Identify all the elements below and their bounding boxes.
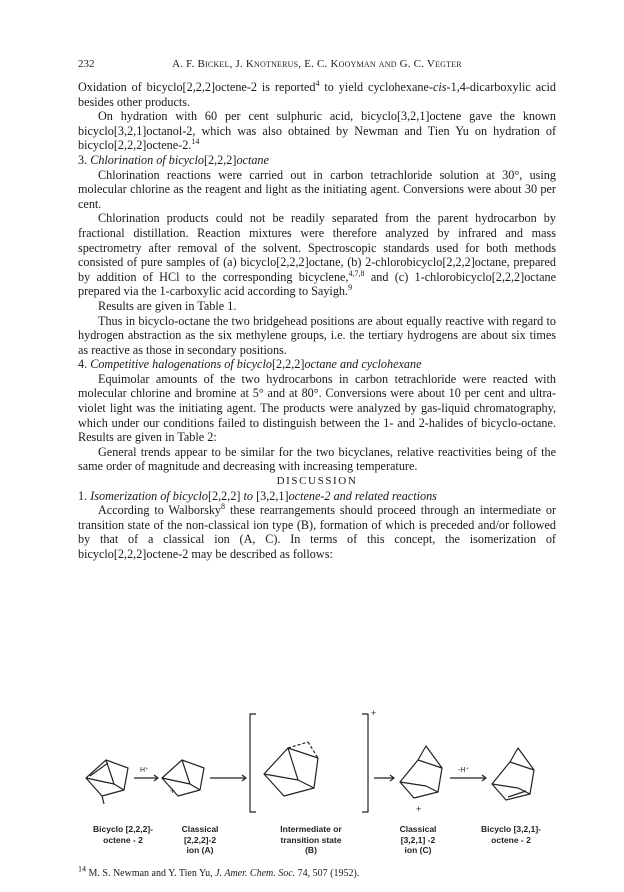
reaction-scheme	[78, 702, 556, 862]
paragraph: Chlorination products could not be readily separated from the parent hydrocarbon by fractional distillation. Reaction mixtures were therefore analyzed by infrared and mass spectrometry after removal of the solvent. Spectroscopic standards used for both methods consisted of pure samples of (a) bicyclo[2,2,2]octane, (b) 2-chlorobicyclo[2,2,2]octane, prepared by addition of HCl to the corresponding bicyclene,$^{4,7,8}$ and (c) 1-chlorobicyclo[2,2,2]octane prepared via the 1-carboxylic acid according to Sayigh.$^9$	[78, 211, 557, 299]
label-bicyclooctene-222: Bicyclo [2,2,2]- octene - 2	[93, 824, 153, 845]
label-classical-ion-a: Classical [2,2,2]-2 ion (A)	[181, 824, 219, 855]
paragraph: On hydration with 60 per cent sulphuric acid, bicyclo[3,2,1]octene gave the known bicyclo[3,2,1]octanol-2, which was also obtained by Newman and Tien Yu on hydration of bicyclo[2,2,2]octene-2.14	[78, 109, 556, 153]
section-heading: 3. Chlorination of bicyclo[2,2,2]octane	[78, 152, 269, 167]
section-heading: 1. Isomerization of bicyclo[2,2,2] to [3,2,1]octene-2 and related reactions	[78, 488, 437, 503]
molecule-classical-ion-a	[162, 760, 204, 796]
molecule-bicyclooctene-222	[86, 760, 128, 804]
section-heading: 4. Competitive halogenations of bicyclo[2,2,2]octane and cyclohexane	[78, 357, 422, 372]
molecule-bicyclooctene-321	[492, 748, 534, 800]
label-intermediate-b: Intermediate or transition state (B)	[280, 824, 342, 855]
paragraph: Equimolar amounts of the two hydrocarbons in carbon tetrachloride were reacted with molecular chlorine and bromine at 5° and at 80°. Conversions were about 10 per cent and ultra-violet light was the initiating agent. The products were analyzed by gas-liquid chromatography, which under our conditions failed to distinguish between the 1- and 2-halides of bicyclo-octane. Results are given in Table 2:	[78, 371, 556, 445]
arrow-deprotonation	[450, 775, 486, 781]
reaction-scheme-drawing	[78, 702, 556, 820]
ion-a-charge: +	[170, 786, 176, 796]
page-header	[78, 58, 556, 74]
paragraph: Results are given in Table 1.	[98, 298, 237, 313]
h-plus-label: H⁺	[140, 767, 149, 774]
page-number: 232	[78, 58, 95, 70]
paragraph: General trends appear to be similar for the two bicyclanes, relative reactivities being of the same order of magnitude and decreasing with increasing temperature.	[78, 444, 556, 474]
arrow-to-intermediate	[210, 775, 246, 781]
ion-c-charge: +	[416, 804, 422, 814]
footnote: $^{14}$ M. S. Newman and Y. Tien Yu, J. Amer. Chem. Soc. 74, 507 (1952).	[78, 864, 360, 879]
label-bicyclooctene-321: Bicyclo [3,2,1]- octene - 2	[481, 824, 541, 845]
paragraph: Oxidation of bicyclo[2,2,2]octene-2 is reported$^4$ to yield cyclohexane-cis-1,4-dicarboxylic acid besides other products.	[78, 78, 556, 109]
arrow-to-ion-c	[374, 775, 394, 781]
minus-h-plus-label: -H⁺	[458, 767, 470, 774]
running-head: A. F. Bickel, J. Knotnerus, E. C. Kooyman and G. C. Vegter	[172, 58, 462, 70]
discussion-heading: DISCUSSION	[276, 475, 358, 488]
bracket-charge: +	[371, 708, 377, 718]
label-classical-ion-c: Classical [3,2,1] -2 ion (C)	[399, 824, 437, 855]
paragraph: Thus in bicyclo-octane the two bridgehead positions are about equally reactive with regard to hydrogen abstraction as the six methylene groups, i.e. the tertiary hydrogens are about six times as reactive as those in secondary positions.	[78, 313, 556, 357]
bracket-intermediate	[250, 714, 368, 812]
molecule-classical-ion-c	[400, 746, 442, 798]
molecule-nonclassical-b	[264, 742, 318, 796]
paragraph: According to Walborsky$^8$ these rearrangements should proceed through an intermediate or transition state of the non-classical ion type (B), formation of which is preceded and/or followed by that of a classical ion (A, C). In terms of this concept, the isomerization of bicyclo[2,2,2]octene-2 may be described as follows:	[78, 502, 557, 561]
paragraph: Chlorination reactions were carried out in carbon tetrachloride solution at 30°, using molecular chlorine as the reagent and light as the initiating agent. Conversions were about 30 per cent.	[78, 167, 556, 211]
body-text	[78, 80, 556, 562]
arrow-protonation	[134, 775, 158, 781]
